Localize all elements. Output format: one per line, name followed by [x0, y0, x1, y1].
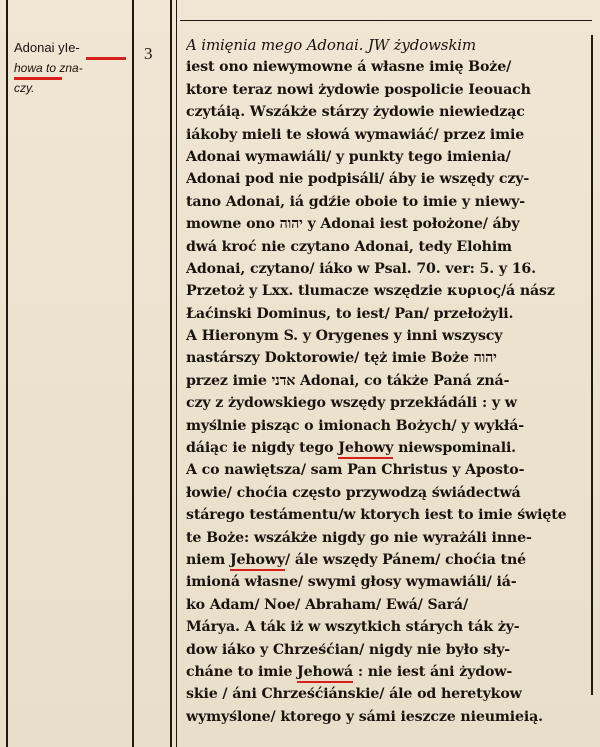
text-line: A imięnia mego Adonai. JW żydowskim: [186, 36, 476, 54]
text-line: A Hieronym S. y Orygenes y inni wszyscy: [186, 328, 503, 345]
text-line: stárego testámentu/w ktorych iest to imie święte: [186, 507, 567, 524]
margin-note-line-3: czy.: [14, 81, 35, 95]
verse-number: 3: [144, 44, 153, 63]
margin-note-line-2: howa to zna-: [14, 61, 83, 75]
text-line: mowne ono יהוה y Adonai iest położone/ áby: [186, 216, 520, 233]
text-line: Adonai pod nie podpisáli/ áby ie wszędy czy-: [186, 171, 530, 188]
text-line: dwá kroć nie czytano Adonai, tedy Elohim: [186, 238, 512, 255]
text-line: łowie/ choćia często przywodzą świádectwá: [186, 484, 521, 501]
text-line: iest ono niewymowne á własne imię Boże/: [186, 59, 512, 76]
highlighted-word: Jehowy: [230, 549, 285, 571]
text-line: skie / áni Chrześćiánskie/ ále od heretykow: [186, 686, 522, 703]
text-line: przez imie אדני Adonai, co tákże Paná zná-: [186, 372, 510, 389]
text-line: dow iáko y Chrześćian/ nigdy nie było sły-: [186, 641, 511, 658]
text-line: ko Adam/ Noe/ Abraham/ Ewá/ Sará/: [186, 596, 468, 613]
text-line: nastárszy Doktorowie/ tęż imie Boże יהוה: [186, 350, 497, 367]
text-line: Márya. A ták iż w wszytkich stárych ták ży-: [186, 619, 520, 636]
main-text: [186, 34, 588, 728]
text-line: czy z żydowskiego wszędy przekłádáli : y w: [186, 395, 517, 412]
text-line: wymyślone/ ktorego y sámi ieszcze nieumieią.: [186, 708, 543, 725]
text-line: te Boże: wszákże nigdy go nie wyrażáli inne-: [186, 529, 532, 546]
margin-note: [14, 38, 130, 98]
column-rule-verse: [170, 0, 172, 747]
text-line: imioná własne/ swymi głosy wymawiáli/ iá-: [186, 574, 517, 591]
column-rule-left: [6, 0, 8, 747]
highlighted-word: Jehowy: [338, 437, 393, 459]
margin-highlight-1: [86, 57, 126, 60]
text-line: ktore teraz nowi żydowie pospolicie Ieouach: [186, 81, 531, 98]
text-line: iákoby mieli te słowá wymawiáć/ przez imie: [186, 126, 525, 143]
column-rule-margin: [132, 0, 134, 747]
top-rule: [180, 20, 592, 21]
text-line: cháne to imie Jehowá : nie iest áni żydow-: [186, 661, 588, 683]
margin-highlight-2: [14, 77, 62, 80]
column-rule-right: [591, 35, 593, 695]
text-line: niem Jehowy/ ále wszędy Pánem/ choćia tné: [186, 549, 588, 571]
text-line: myślnie pisząc o imionach Bożych/ y wykłá-: [186, 417, 525, 434]
text-line: Łaćinski Dominus, to iest/ Pan/ przełożyli.: [186, 305, 514, 322]
text-line: Przetoż y Lxx. tlumacze wszędzie κυριος/á nász: [186, 283, 555, 300]
column-rule-verse-inner: [176, 0, 177, 747]
text-line: Adonai wymawiáli/ y punkty tego imienia/: [186, 148, 511, 165]
text-line: A co nawiętsza/ sam Pan Christus y Aposto-: [186, 462, 525, 479]
text-line: tano Adonai, iá gdźie oboie to imie y niewy-: [186, 193, 525, 210]
margin-note-line-1: Adonai yIe-: [14, 40, 80, 55]
highlighted-word: Jehowá: [297, 661, 353, 683]
text-line: czytáią. Wszákże stárzy żydowie niewiedząc: [186, 104, 525, 121]
text-line: Adonai, czytano/ iáko w Psal. 70. ver: 5. y 16.: [186, 260, 536, 277]
text-line: dáiąc ie nigdy tego Jehowy niewspominali.: [186, 437, 588, 459]
